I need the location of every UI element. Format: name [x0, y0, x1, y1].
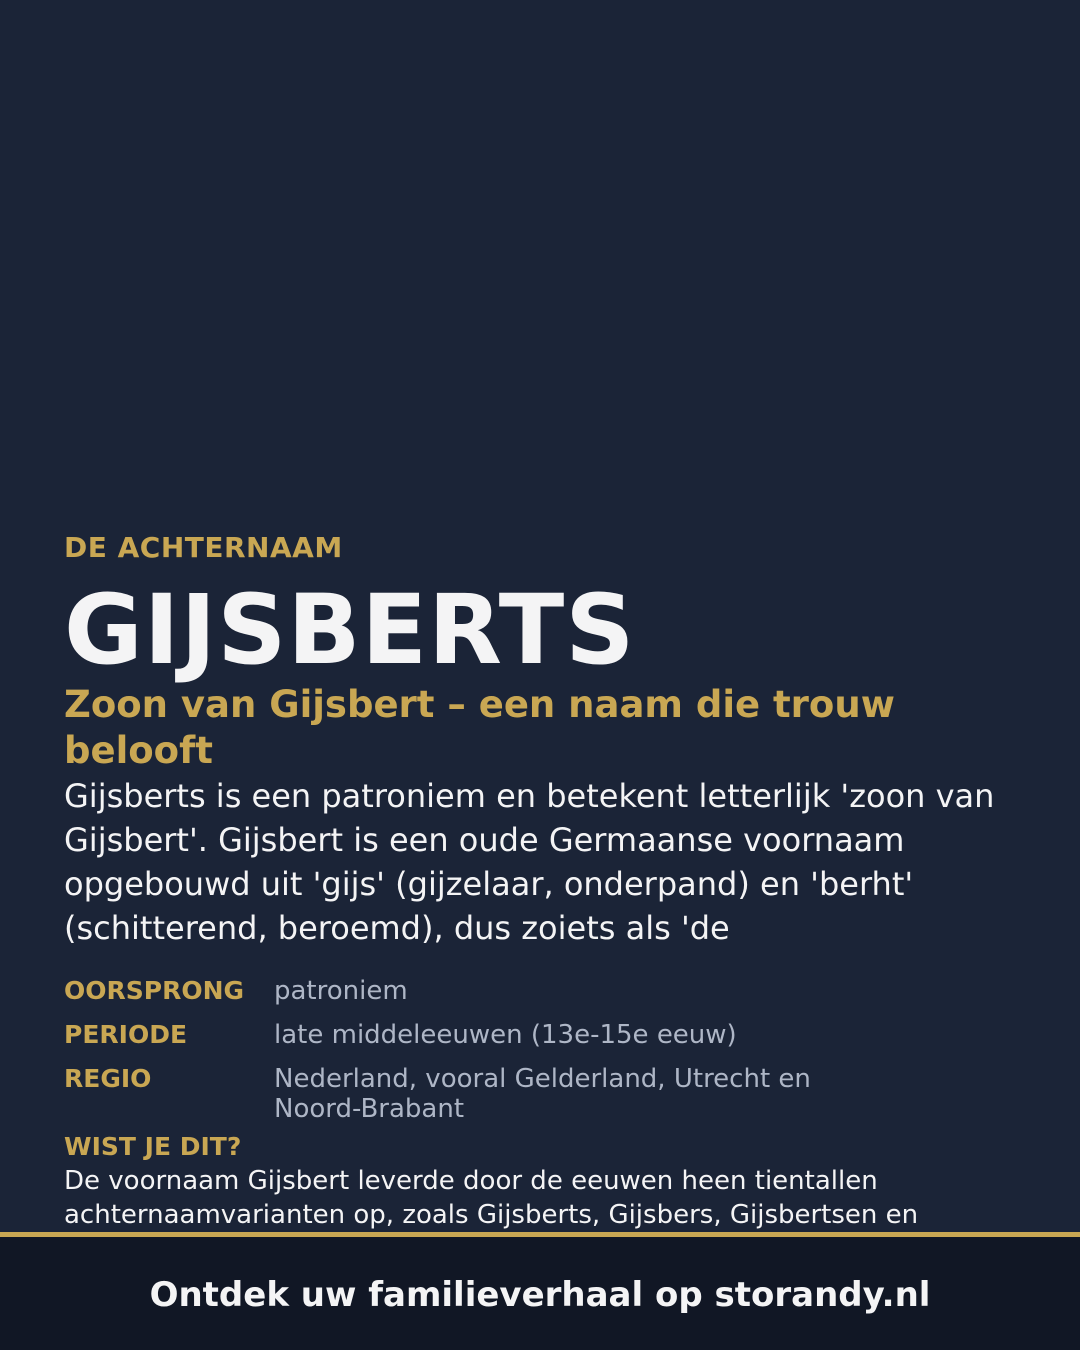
fact-row-region	[64, 1064, 1016, 1124]
fact-value: Nederland, vooral Gelderland, Utrecht en Noord-Brabant	[274, 1064, 811, 1124]
fact-row-period	[64, 1020, 1016, 1050]
fact-label: REGIO	[64, 1064, 152, 1093]
did-you-know-title: WIST JE DIT?	[64, 1132, 242, 1161]
did-you-know-text: De voornaam Gijsbert leverde door de eeuwen heen tientallen achternaamvarianten op, zoals Gijsberts, Gijsbers, Gijsbertsen en	[64, 1166, 919, 1230]
did-you-know-section	[64, 1132, 1016, 1232]
fact-value: patroniem	[274, 976, 408, 1006]
surname-content	[64, 532, 1016, 1138]
surname-title: GIJSBERTS	[64, 574, 636, 686]
fact-label: OORSPRONG	[64, 976, 245, 1005]
footer-cta: Ontdek uw familieverhaal op storandy.nl	[149, 1274, 931, 1315]
fact-label: PERIODE	[64, 1020, 188, 1049]
surname-description: Gijsberts is een patroniem en betekent letterlijk 'zoon van Gijsbert'. Gijsbert is een oude Germaanse voornaam opgebouwd uit 'gijs' (gijzelaar, onderpand) en 'berht' (schitterend, beroemd), dus zoiets als 'de	[64, 777, 995, 947]
fact-row-origin	[64, 976, 1016, 1006]
eyebrow-label: DE ACHTERNAAM	[64, 531, 343, 564]
surname-tagline: Zoon van Gijsbert – een naam die trouw belooft	[64, 683, 895, 772]
fact-value: late middeleeuwen (13e-15e eeuw)	[274, 1020, 737, 1050]
facts-list	[64, 976, 1016, 1124]
footer-banner	[0, 1232, 1080, 1350]
